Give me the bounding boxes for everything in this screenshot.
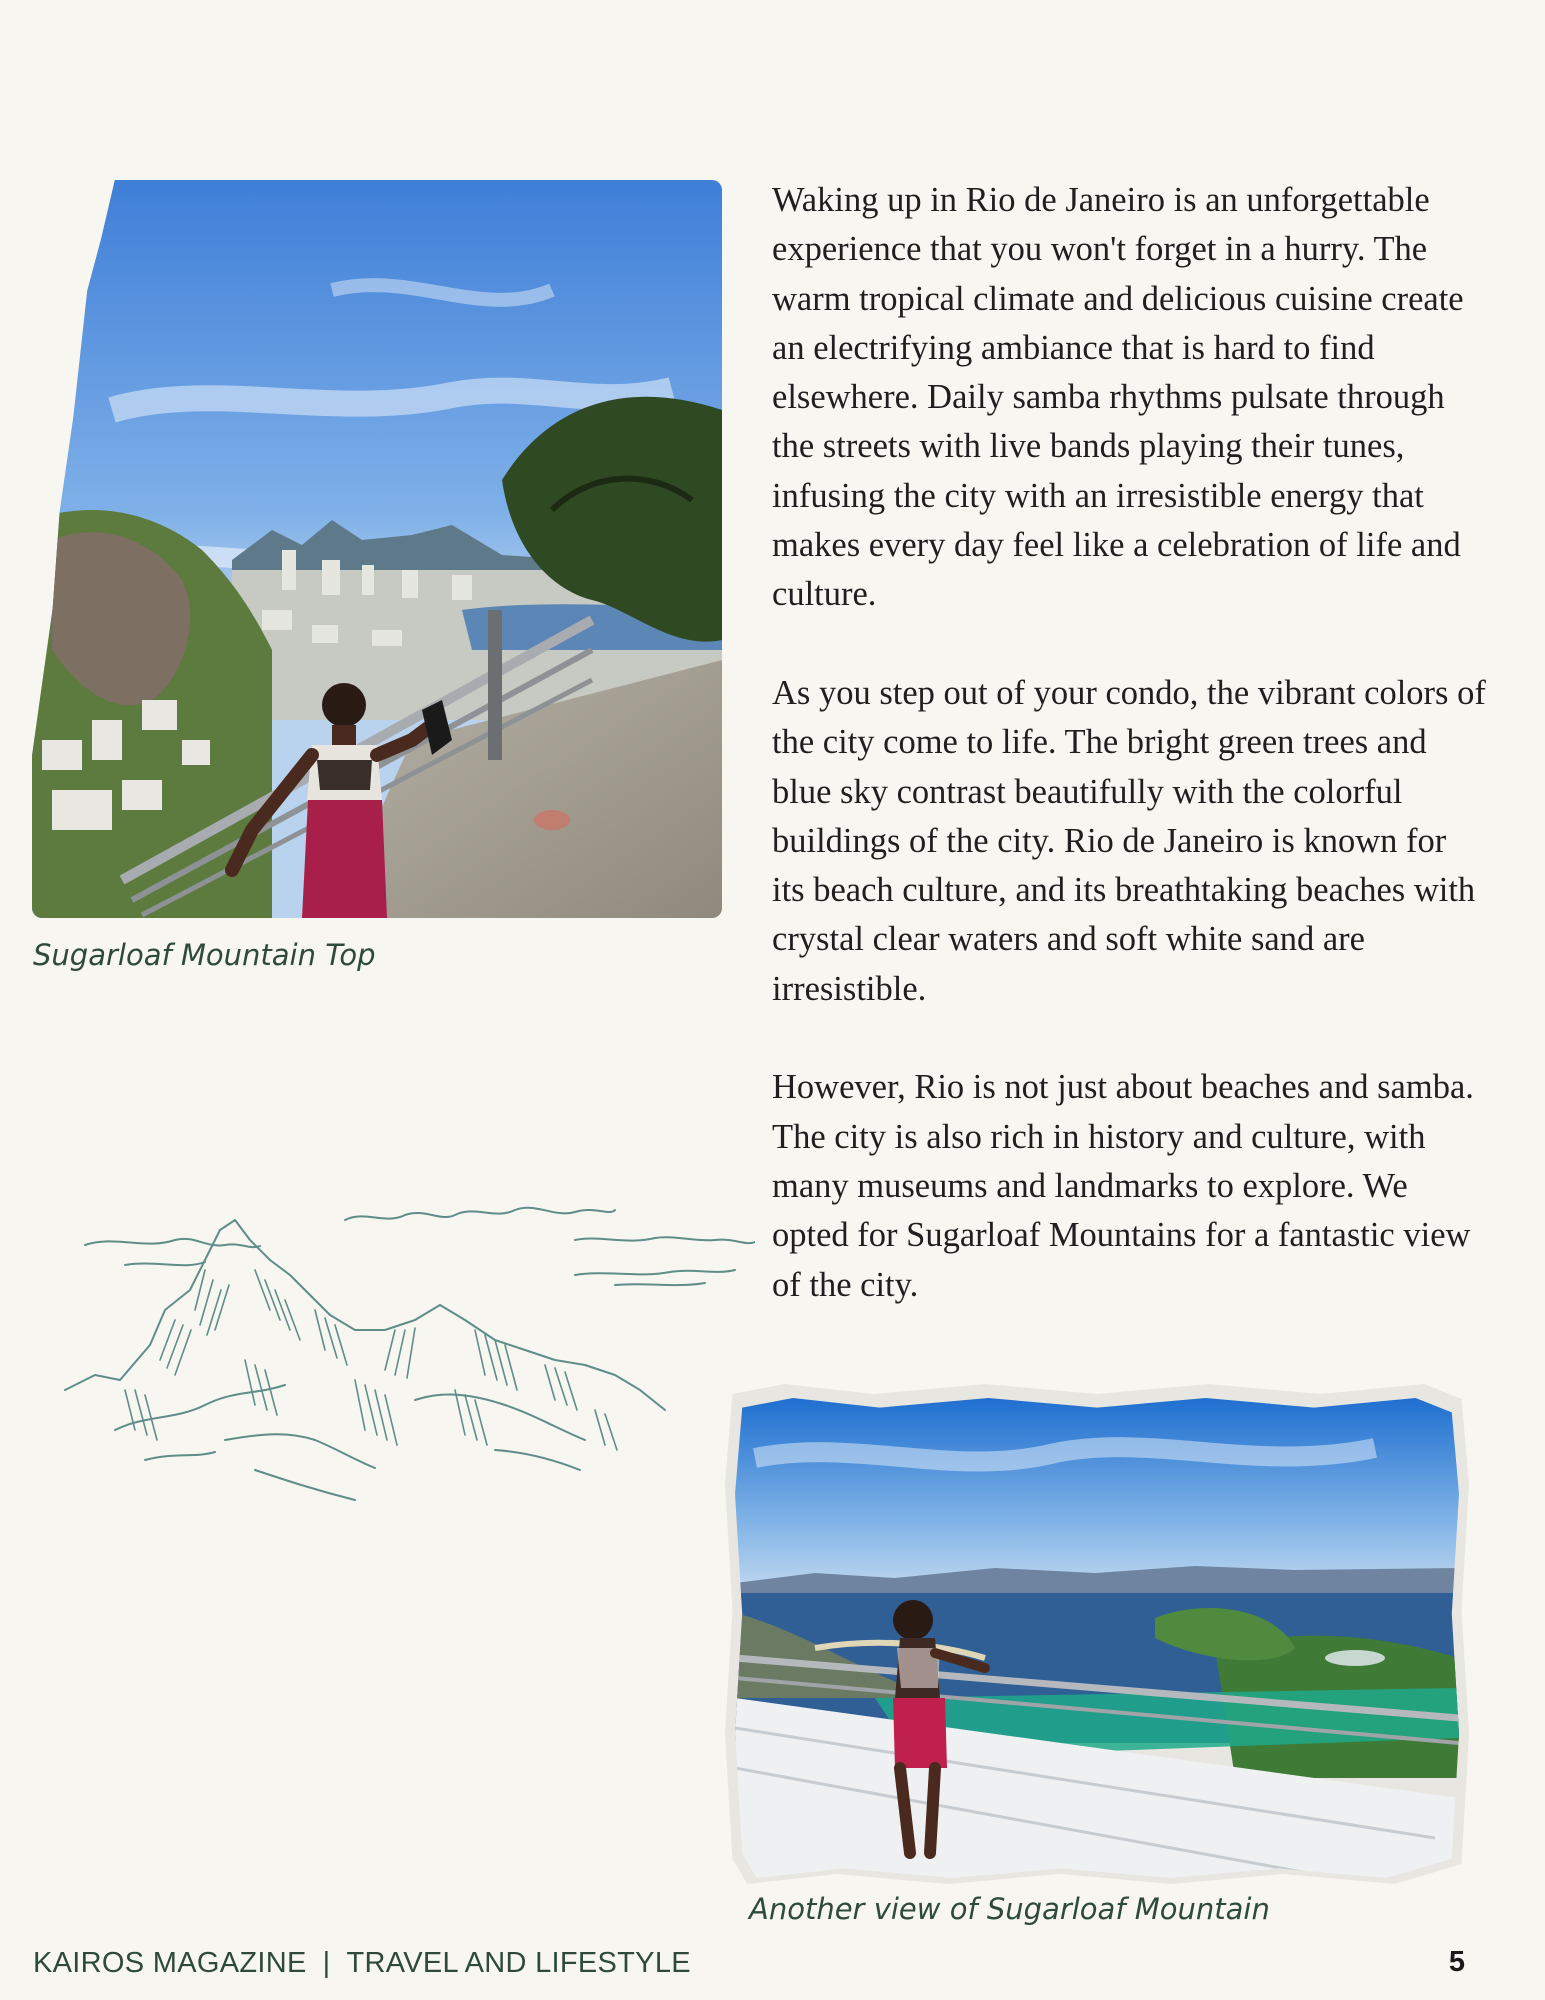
article-body — [772, 176, 1487, 1310]
sugarloaf-top-photo — [32, 180, 722, 918]
magazine-name: KAIROS MAGAZINE — [33, 1947, 307, 1979]
section-name: TRAVEL AND LIFESTYLE — [346, 1947, 691, 1979]
article-paragraph: Waking up in Rio de Janeiro is an unforgettable experience that you won't forget in a hurry. The warm tropical climate and delicious cuisine create an electrifying ambiance that is hard to find elsewhere. Daily samba rhythms pulsate through the streets with live bands playing their tunes, infusing the city with an irresistible energy that makes every day feel like a celebration of life and culture. — [772, 181, 1464, 614]
sugarloaf-bay-photo — [735, 1398, 1459, 1878]
article-paragraph: As you step out of your condo, the vibrant colors of the city come to life. The bright green trees and blue sky contrast beautifully with the colorful buildings of the city. Rio de Janeiro is known for its beach culture, and its breathtaking beaches with crystal clear waters and soft white sand are irresistible. — [772, 673, 1486, 1008]
mountain-sketch-illustration — [55, 1190, 755, 1510]
page-number: 5 — [1448, 1946, 1465, 1978]
page-footer — [33, 1947, 691, 1980]
photo-caption: Sugarloaf Mountain Top — [33, 938, 376, 972]
footer-separator: | — [322, 1947, 331, 1979]
article-paragraph: However, Rio is not just about beaches and samba. The city is also rich in history and culture, with many museums and landmarks to explore. We opted for Sugarloaf Mountains for a fantastic view of the city. — [772, 1068, 1474, 1304]
photo-caption: Another view of Sugarloaf Mountain — [749, 1892, 1270, 1926]
